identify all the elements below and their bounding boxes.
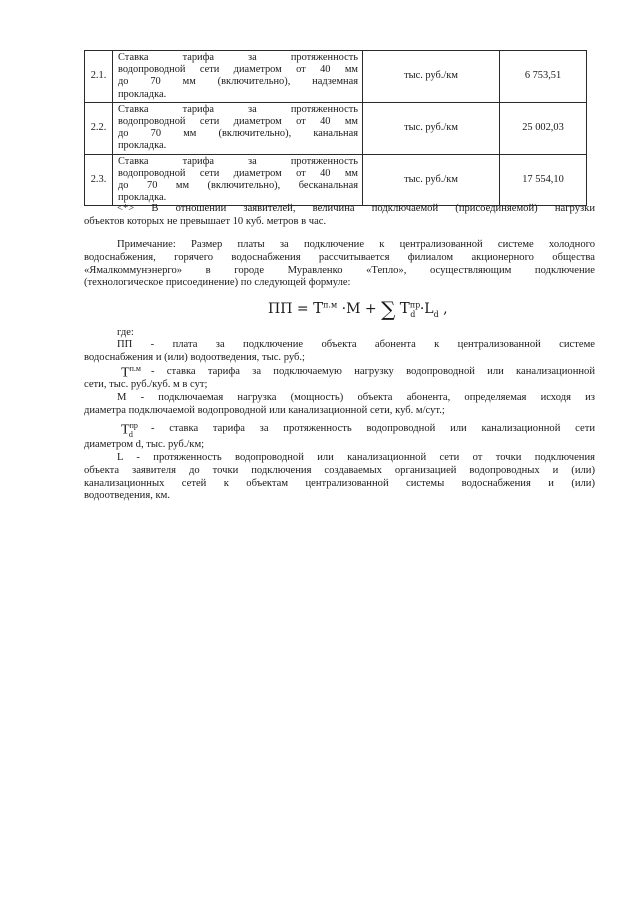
formula-sub: d	[433, 309, 439, 319]
description-line: водопроводной сети диаметром от 40 мм	[118, 167, 358, 179]
footnote	[117, 203, 595, 216]
tariff-length-symbol: T	[121, 422, 130, 438]
row-unit: тыс. руб./км	[363, 102, 500, 154]
row-number: 2.3.	[85, 154, 113, 206]
row-description	[113, 154, 363, 206]
def-t-cont	[84, 379, 595, 392]
row-description	[113, 51, 363, 103]
description-line: прокладка.	[118, 88, 167, 100]
definition-line: L - протяженность водопроводной или канализационной сети от точки подключения	[117, 452, 595, 463]
description-line: Ставка тарифа за протяженность	[118, 103, 358, 115]
description-line: прокладка.	[118, 140, 167, 152]
description-line: прокладка.	[118, 192, 167, 204]
def-m	[117, 392, 595, 405]
def-l	[117, 452, 595, 465]
rates-table	[84, 50, 587, 206]
table-row	[85, 102, 587, 154]
formula-comma: ,	[443, 301, 448, 317]
def-t	[151, 366, 595, 379]
formula-equals: =	[296, 301, 309, 317]
symbol-sup: п.м	[129, 364, 141, 373]
description-line: до 70 мм (включительно), канальная	[118, 128, 358, 140]
table-row	[85, 51, 587, 103]
description-line: водопроводной сети диаметром от 40 мм	[118, 116, 358, 128]
symbol-sub: d	[128, 430, 133, 440]
row-number: 2.2.	[85, 102, 113, 154]
description-line: Ставка тарифа за протяженность	[118, 52, 358, 63]
definition-line: M - подключаемая нагрузка (мощность) объекта абонента, определяемая исходя из	[117, 392, 595, 403]
note-line: (технологическое присоединение) по следующей формуле:	[84, 277, 351, 289]
definition-line: водоснабжения и (или) водоотведения, тыс. руб.;	[84, 352, 305, 363]
note-line: «Ямалкоммунэнерго» в городе Муравленко «Тепло», осуществляющим подключение	[84, 264, 595, 276]
payment-formula	[268, 297, 448, 321]
definition-line: ПП - плата за подключение объекта абонента к централизованной системе	[117, 339, 595, 350]
row-value: 17 554,10	[500, 154, 587, 206]
row-description	[113, 102, 363, 154]
def-m-cont	[84, 405, 595, 418]
formula-length: ·L	[419, 301, 434, 317]
sum-symbol: ∑	[381, 297, 396, 321]
note-paragraph	[117, 239, 595, 252]
definition-line: канализационных сетей к объектам централизованной системы водоснабжения и (или)	[84, 477, 595, 489]
row-unit: тыс. руб./км	[363, 154, 500, 206]
def-t-symbol	[121, 363, 141, 380]
definition-line: сети, тыс. руб./куб. м в сут;	[84, 379, 208, 390]
row-value: 6 753,51	[500, 51, 587, 103]
description-line: до 70 мм (включительно), бесканальная	[118, 180, 358, 192]
def-pp-cont	[84, 352, 595, 365]
where-label: где:	[117, 327, 134, 338]
definition-line: - ставка тарифа за подключаемую нагрузку водопроводной или канализационной	[151, 366, 595, 377]
def-pp	[117, 339, 595, 352]
formula-sup: пр	[409, 300, 421, 310]
formula-mul: ·M +	[341, 301, 377, 317]
formula-tariff-load: T	[313, 299, 324, 317]
note-line: Примечание: Размер платы за подключение к централизованной системе холодного	[117, 239, 595, 250]
definition-line: диаметра подключаемой водопроводной или канализационной сети, куб. м/сут.;	[84, 405, 445, 416]
formula-sup: п.м	[323, 300, 338, 310]
def-td	[151, 423, 595, 436]
def-td-cont	[84, 439, 595, 452]
footnote-cont	[84, 216, 595, 229]
definition-line: - ставка тарифа за протяженность водопроводной или канализационной сети	[151, 423, 595, 434]
footnote-line: объектов которых не превышает 10 куб. метров в час.	[84, 216, 327, 227]
note-paragraph-cont	[84, 252, 595, 290]
row-value: 25 002,03	[500, 102, 587, 154]
table-row	[85, 154, 587, 206]
definition-line: водоотведения, км.	[84, 490, 170, 502]
row-unit: тыс. руб./км	[363, 51, 500, 103]
formula-lhs: ПП	[268, 301, 293, 317]
note-line: водоснабжения, горячего водоснабжения рассчитывается филиалом акционерного общества	[84, 252, 595, 263]
formula-tariff-length: T	[399, 299, 410, 317]
symbol-sup: пр	[129, 421, 138, 430]
description-line: водопроводной сети диаметром от 40 мм	[118, 64, 358, 76]
description-line: Ставка тарифа за протяженность	[118, 155, 358, 167]
definition-line: объекта заявителя до точки подключения создаваемых организацией водопроводных и (или)	[84, 465, 595, 476]
def-l-cont	[84, 465, 595, 503]
row-number: 2.1.	[85, 51, 113, 103]
footnote-line: <*> В отношении заявителей, величина подключаемой (присоединяемой) нагрузки	[117, 203, 595, 214]
definition-line: диаметром d, тыс. руб./км;	[84, 439, 205, 450]
formula-sub: d	[410, 309, 416, 319]
description-line: до 70 мм (включительно), надземная	[118, 76, 358, 88]
tariff-load-symbol: T	[121, 365, 130, 381]
